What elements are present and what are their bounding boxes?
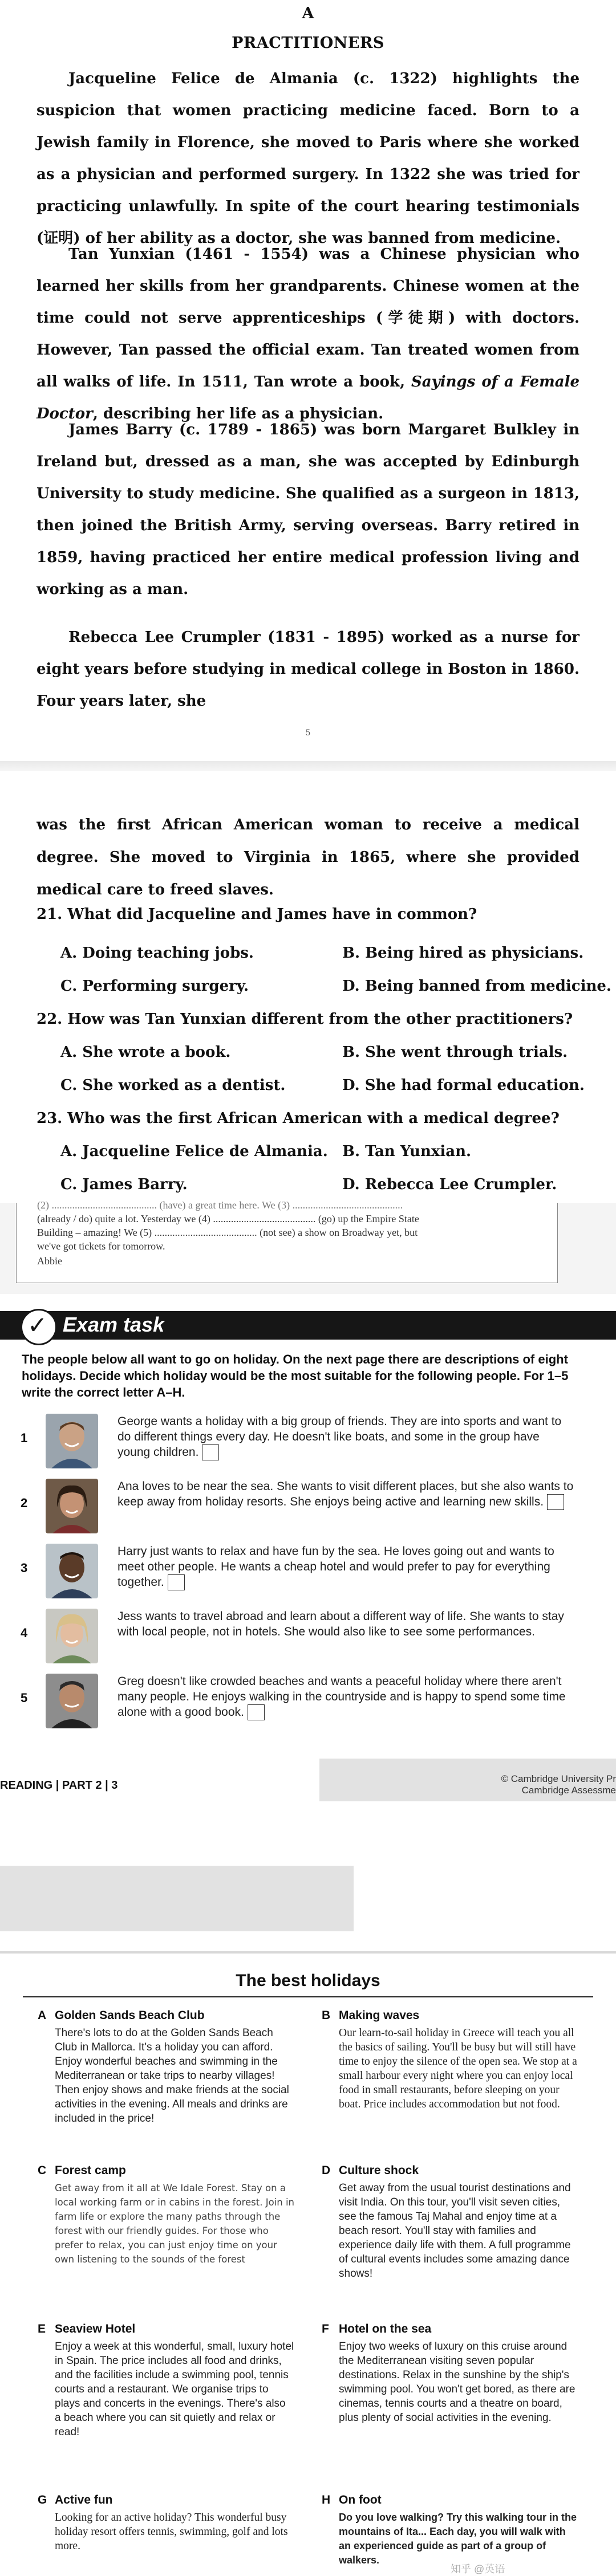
exercise-fragment	[0, 1199, 616, 1294]
holiday-letter: E	[38, 2322, 46, 2335]
person-description	[117, 1414, 574, 1460]
person-photo	[46, 1609, 98, 1663]
exercise-line: (already / do) quite a lot. Yesterday we (4) ........................................ (go) up the Empire State	[37, 1213, 419, 1224]
exam-instructions: The people below all want to go on holiday. On the next page there are descriptions of eight holidays. Decide which holiday would be the most suitable for the following people. For 1–5 write the correct letter A–H.	[22, 1352, 569, 1399]
holiday-name: Making waves	[339, 2009, 420, 2022]
page-title: PRACTITIONERS	[232, 34, 384, 52]
person-text: Greg doesn't like crowded beaches and wants a peaceful holiday where there aren't many people. He enjoys walking in the countryside and is happy to spend some time alone with a good book.	[117, 1675, 566, 1719]
page-practitioners	[0, 0, 616, 767]
holiday-name: Active fun	[55, 2493, 113, 2506]
paragraph-continuation: was the first African American woman to receive a medical degree. She moved to Virginia in 1865, where she provided medical care to freed slaves.	[37, 816, 579, 898]
person-photo	[46, 1479, 98, 1533]
option-23b[interactable]: B. Tan Yunxian.	[342, 1143, 472, 1160]
option-21c[interactable]: C. Performing surgery.	[60, 978, 249, 995]
person-text: Harry just wants to relax and have fun by the sea. He loves going out and wants to meet other people. He wants a cheap hotel and would prefer to pay for everything together.	[117, 1545, 554, 1589]
holiday-name: On foot	[339, 2493, 382, 2506]
paragraph-tail: , describing her life as a physician.	[92, 405, 384, 422]
person-description	[117, 1674, 574, 1720]
holiday-name: Hotel on the sea	[339, 2322, 432, 2335]
grey-panel	[0, 1866, 354, 1931]
person-description	[117, 1609, 574, 1639]
paragraph-tan	[37, 238, 579, 430]
holiday-description: Looking for an active holiday? This wonderful busy holiday resort offers tennis, swimming, golf and lots more.	[55, 2512, 288, 2552]
person-text: Ana loves to be near the sea. She wants to visit different places, but she also wants to keep away from holiday resorts. She enjoys being active and learning new skills.	[117, 1480, 574, 1508]
holiday-name: Culture shock	[339, 2164, 419, 2177]
holiday-b	[322, 2009, 578, 2111]
holiday-letter: B	[322, 2009, 331, 2022]
footer-copyright-box	[319, 1759, 616, 1801]
person-text: Jess wants to travel abroad and learn about a different way of life. She wants to stay with local people, not in hotels. She would also like to see some performances.	[117, 1610, 564, 1638]
person-description	[117, 1544, 574, 1590]
person-description	[117, 1479, 574, 1510]
person-item	[0, 1479, 616, 1541]
holiday-letter: G	[38, 2493, 47, 2506]
best-holidays-page	[0, 1967, 616, 2575]
question-21: 21. What did Jacqueline and James have in common?	[37, 906, 477, 923]
holiday-c	[38, 2164, 294, 2266]
page-number: 5	[305, 729, 311, 738]
footer-copyright: © Cambridge University Pr	[501, 1773, 616, 1784]
answer-box[interactable]	[168, 1574, 185, 1590]
holiday-description: Enjoy a week at this wonderful, small, luxury hotel in Spain. The price includes all food and drinks, and the facilities include a swimming pool, tennis courts and a restaurant. We organise trips to plays and concerts in the evenings. There's also a beach where you can sit quietly and relax or read!	[55, 2341, 294, 2438]
option-22d[interactable]: D. She had formal education.	[342, 1077, 585, 1094]
exercise-line: (2) ......................................... (have) a great time here. We (3) ...........................................	[37, 1199, 403, 1211]
person-photo	[46, 1414, 98, 1468]
page-divider	[0, 1951, 616, 1954]
person-text: George wants a holiday with a big group of friends. They are into sports and want to do different things every day. He doesn't like boats, and some in the group have young children.	[117, 1415, 562, 1459]
option-21b[interactable]: B. Being hired as physicians.	[342, 945, 584, 962]
holiday-description: Do you love walking? Try this walking tour in the mountains of Ita... Each day, you will walk with an experienced guide as part of a group of walkers.	[339, 2512, 577, 2566]
holiday-a	[38, 2009, 294, 2126]
answer-box[interactable]	[248, 1704, 265, 1720]
best-holidays-title: The best holidays	[236, 1971, 380, 1990]
holiday-d	[322, 2164, 578, 2281]
holiday-description: Enjoy two weeks of luxury on this cruise around the Mediterranean visiting seven popular destinations. Relax in the sunshine by the ship's swimming pool. You won't get bored, as there are cinemas, tennis courts and a theatre on board, plus plenty of social activities in the evening.	[339, 2341, 576, 2424]
option-22a[interactable]: A. She wrote a book.	[60, 1044, 231, 1061]
holiday-letter: C	[38, 2164, 47, 2177]
option-21d[interactable]: D. Being banned from medicine.	[342, 978, 611, 995]
page-gap	[0, 1804, 616, 1978]
paragraph-text: Jacqueline Felice de Almania (c. 1322) highlights the suspicion that women practicing medicine faced. Born to a Jewish family in Florence, she moved to Paris where she worked as a physician and performed surgery. In 1322 she was tried for practicing unlawfully. In spite of the court hearing testimonials (证明) of her ability as a doctor, she was banned from medicine.	[37, 70, 579, 247]
footer-publisher: Cambridge Assessme	[521, 1785, 616, 1796]
option-21a[interactable]: A. Doing teaching jobs.	[60, 945, 254, 962]
exercise-signature: Abbie	[37, 1255, 62, 1267]
section-letter: A	[302, 5, 314, 22]
holiday-letter: A	[38, 2009, 47, 2022]
person-photo	[46, 1674, 98, 1728]
holiday-description: There's lots to do at the Golden Sands Beach Club in Mallorca. It's a holiday you can afford. Enjoy wonderful beaches and swimming in the Mediterranean or take trips to nearby villages! Then enjoy shows and make friends at the social activities in the evening. All meals and drinks are included in the price!	[55, 2027, 289, 2125]
page-divider	[0, 761, 616, 771]
paragraph-barry	[37, 414, 579, 605]
holiday-letter: D	[322, 2164, 331, 2177]
holiday-e	[38, 2322, 294, 2439]
option-22b[interactable]: B. She went through trials.	[342, 1044, 568, 1061]
holiday-description: Get away from the usual tourist destinations and visit India. On this tour, you'll visit seven cities, see the famous Taj Mahal and enjoy time at a beach resort. You'll stay with families and experience daily life with them. A full programme of cultural events includes some amazing dance shows!	[339, 2182, 571, 2280]
holiday-name: Seaview Hotel	[55, 2322, 136, 2335]
holiday-description: Get away from it all at We Idale Forest. Stay on a local working farm or in cabins in the forest. Join in farm life or explore the many paths through the forest with our friendly guides. For those who prefer to relax, you can just enjoy time on your own listening to the sounds of the forest	[55, 2183, 294, 2265]
paragraph-text: Rebecca Lee Crumpler (1831 - 1895) worked as a nurse for eight years before studying in medical college in Boston in 1860. Four years later, she	[37, 629, 579, 710]
option-23a[interactable]: A. Jacqueline Felice de Almania.	[60, 1143, 328, 1160]
checkmark-glyph: ✓	[27, 1311, 48, 1339]
option-23c[interactable]: C. James Barry.	[60, 1176, 188, 1193]
paragraph-crumpler	[37, 621, 579, 717]
title-rule	[23, 1996, 593, 1997]
page-questions	[0, 771, 616, 1259]
answer-box[interactable]	[547, 1494, 564, 1510]
holiday-description: Our learn-to-sail holiday in Greece will teach you all the basics of sailing. You'll be busy but will still have time to enjoy the silence of the open sea. We stop at a small harbour every night where you can enjoy local food in small restaurants, before sleeping on your boat. Price includes accommodation but not food.	[339, 2027, 577, 2110]
person-number: 5	[21, 1691, 28, 1705]
question-22: 22. How was Tan Yunxian different from the other practitioners?	[37, 1011, 573, 1028]
exam-task-section	[0, 1294, 616, 1759]
footer-section-label: READING | PART 2 | 3	[0, 1779, 118, 1792]
question-23: 23. Who was the first African American with a medical degree?	[37, 1110, 560, 1127]
book-title: Sayings of a Female Doctor	[37, 373, 579, 422]
holiday-letter: F	[322, 2322, 329, 2335]
page-footer	[0, 1759, 616, 1804]
paragraph-text: Tan Yunxian (1461 - 1554) was a Chinese physician who learned her skills from her grandparents. Chinese women at the time could not serve apprenticeships (学徒期) with doctors. However, Tan passed the official exam. Tan treated women from all walks of life. In 1511, Tan wrote a book,	[37, 246, 579, 390]
holiday-name: Golden Sands Beach Club	[55, 2009, 205, 2022]
paragraph-jacqueline	[37, 63, 579, 254]
person-item	[0, 1544, 616, 1606]
person-item	[0, 1674, 616, 1736]
holiday-letter: H	[322, 2493, 331, 2506]
checkmark-icon	[21, 1309, 57, 1345]
person-item	[0, 1609, 616, 1671]
holiday-g	[38, 2493, 294, 2553]
holiday-f	[322, 2322, 578, 2425]
exam-task-title: Exam task	[63, 1313, 165, 1336]
exercise-line: Building – amazing! We (5) ........................................ (not see) a show on Broadway yet, but	[37, 1227, 418, 1238]
paragraph-text: James Barry (c. 1789 - 1865) was born Margaret Bulkley in Ireland but, dressed as a man, she was accepted by Edinburgh University to study medicine. She qualified as a surgeon in 1813, then joined the British Army, serving overseas. Barry retired in 1859, having practiced her entire medical profession living and working as a man.	[37, 421, 579, 598]
option-22c[interactable]: C. She worked as a dentist.	[60, 1077, 286, 1094]
holiday-h	[322, 2493, 578, 2567]
person-number: 3	[21, 1561, 28, 1575]
answer-box[interactable]	[202, 1444, 219, 1460]
exercise-line: we've got tickets for tomorrow.	[37, 1240, 165, 1252]
person-photo	[46, 1544, 98, 1598]
exercise-box	[16, 1199, 558, 1283]
person-number: 4	[21, 1626, 28, 1640]
person-number: 2	[21, 1496, 28, 1510]
person-item	[0, 1414, 616, 1476]
holiday-name: Forest camp	[55, 2164, 126, 2177]
watermark: 知乎 @英语	[451, 2563, 505, 2575]
option-23d[interactable]: D. Rebecca Lee Crumpler.	[342, 1176, 557, 1193]
person-number: 1	[21, 1431, 28, 1445]
